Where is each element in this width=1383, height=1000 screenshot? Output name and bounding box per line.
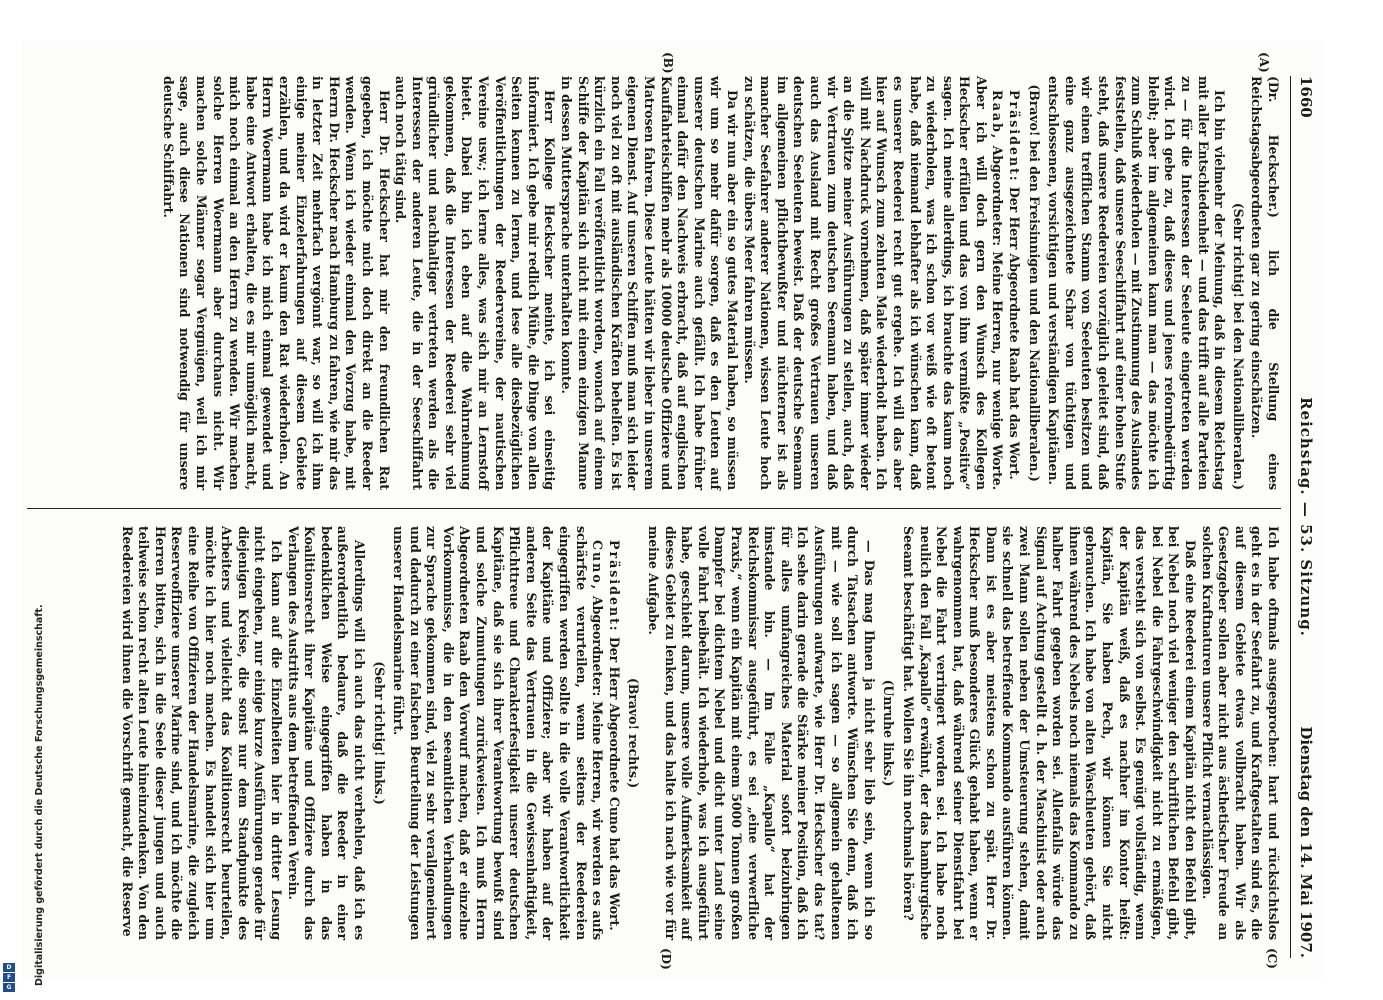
left-paragraph-6: Herr Kollege Heckscher meinte, ich sei einseitig informiert. Ich gebe mir redlich Mühe, die Dinge von allen Seiten kennen zu lernen, und lese alle diesbezüglichen Veröffentlichungen der Reedervereine, der nautischen Vereine usw.; ich lerne alles, was sich mir an Lernstoff bietet. Dabei bin ich eben auf die Wahrnehmung gekommen, daß die Interessen der Reederei sehr viel gründlicher und nachhaltiger vertreten werden als die Interessen der anderen Leute, die in der Seeschiffahrt auch noch tätig sind. bbox=[393, 76, 558, 490]
right-reaction-2: (Bravo! rechts.) bbox=[626, 677, 642, 789]
right-paragraph-4 bbox=[605, 526, 622, 940]
right-paragraph-2: Daß eine Reederei einem Kapitän nicht den Befehl gibt, bei Nebel noch viel weniger den schriftlichen Befehl gibt, bei Nebel die Fahrgeschwindigkeit nicht zu ermäßigen, das versteht sich von selbst. Es genügt vollständig, wenn der Kapitän weiß, daß es nachher im Kontor heißt: Kapitän, Sie haben Pech, wir können Sie nicht gebrauchen. Ich habe von alten Waschleuten gehört, daß ihnen während des Nebels noch niemals das Kommando zu halber Fahrt gegeben worden sei. Allenfalls würde das Signal auf Achtung gestellt d. h. der Maschinist oder auch zwei Mann sollen neben der Umsteuerung stehen, damit sie schnell das betreffende Kommando ausführen können. Dann ist es aber meistens schon zu spät. Herr Dr. Heckscher muß besonderes Glück gehabt haben, wenn er wahrgenommen hat, daß während seiner Dienstfahrt bei Nebel die Fahrt verringert worden sei. Ich habe noch neulich den Fall „Kapallo“ erwähnt, der das hamburgische Seeamt beschäftigt hat. Wollen Sie ihn nochmals hören? bbox=[900, 526, 1199, 940]
page-header bbox=[1293, 76, 1315, 958]
speaker-president-2: Präsident: bbox=[606, 540, 622, 633]
left-paragraph-1: (Dr. Heckscher.) lich die Stellung eines Reichstagsabgeordneten gar zu gering einschätzen. bbox=[1249, 76, 1281, 490]
left-paragraph-3 bbox=[1006, 76, 1023, 490]
right-paragraph-5-text: Abgeordneter: Meine Herren, wir werden es aufs schärfste verurteilen, wenn seitens der Reedereien eingegriffen werden sollte in die volle Verantwortlichkeit der Kapitäne und Offiziere; aber wir haben auf der anderen Seite das Vertrauen in die Gewissenhaftigkeit, Pflichttreue und Charakterfestigkeit unserer deutschen Kapitäne, daß sie sich ihrer Verantwortung bewußt sind und solche Zumutungen zurückweisen. Ich muß Herrn Abgeordneten Raab den Vorwurf machen, daß er einzelne Vorkommnisse, die in den seeamtlichen Verhandlungen zur Sprache gekommen sind, viel zu sehr verallgemeinert und dadurch zu einer falschen Beurteilung der Leistungen unserer Handelsmarine führt. bbox=[391, 526, 606, 940]
header-rule bbox=[1290, 76, 1291, 958]
dfg-logo-letter-d: D bbox=[3, 963, 15, 972]
left-paragraph-3-text: Der Herr Abgeordnete Raab hat das Wort. bbox=[1007, 186, 1023, 480]
page-number: 1660 bbox=[1297, 76, 1315, 118]
digitization-note-text: Digitalisierung gefördert durch die Deutsche Forschungsgemeinschaft. bbox=[34, 604, 45, 986]
speaker-president: Präsident: bbox=[1007, 90, 1023, 183]
left-paragraph-2: Ich bin vielmehr der Meinung, daß in diesem Reichstag mit aller Entschiedenheit — und das trifft auf alle Parteien zu — für die Interessen der Seeleute eingetreten werden wird. Ich gebe zu, daß dieses und jenes reformbedürftig bleibt; aber im allgemeinen kann man — das möchte ich zum Schluß wiederholen — mit Zustimmung des Auslandes feststellen, daß unsere Seeschiffahrt auf einer hohen Stufe steht, daß unsere Reedereien vorzüglich geleitet sind, daß wir einen trefflichen Stamm von Seeleuten besitzen und eine ganz ausgezeichnete Schar von tüchtigen und entschlossenen, vorsichtigen und verständigen Kapitänen. bbox=[1046, 76, 1228, 490]
speaker-cuno: Cuno, bbox=[590, 540, 606, 592]
page-title: Reichstag. — 53. Sitzung. bbox=[1297, 397, 1315, 637]
dfg-logo-letter-g: G bbox=[3, 983, 15, 992]
right-paragraph-7: Ich kann auf die Einzelheiten hier in dritter Lesung nicht eingehen, nur einige kurze Ausführungen gerade für diejenigen Kreise, die sonst nur dem Standpunkte des Arbeiters und vielleicht das Koalitionsrecht beurteilen, möchte ich hier noch machen. Es handelt sich hier um eine Reihe von Offizieren der Handelsmarine, die zugleich Reserveoffiziere unserer Marine sind, und ich möchte die Herren bitten, sich in die Seele dieser jungen und auch teilweise schon recht alten Leute hineinzudenken. Von den Reedereien wird ihnen die Vorschrift gemacht, die Reserve bbox=[119, 526, 284, 940]
right-paragraph-1: Ich habe oftmals ausgesprochen: hart und rücksichtslos geht es in der Seefahrt zu, und Kraftgestalten sind es, die auf diesem Gebiete etwas vollbracht haben. Wir als Gesetzgeber sollen aber nicht aus ästhetischer Freude an solchen Kraftnaturen unsere Pflicht vernachlässigen. bbox=[1199, 526, 1281, 940]
dfg-logo-icon bbox=[2, 962, 16, 992]
right-reaction-1: (Unruhe links.) bbox=[881, 679, 897, 787]
right-paragraph-5 bbox=[390, 526, 606, 940]
left-paragraph-5: Da wir nun aber ein so gutes Material haben, so müssen wir um so mehr dafür sorgen, daß es den Leuten auf unserer deutschen Marine auch gefällt. Ich habe früher einmal dafür den Nachweis erbracht, daß auf englischen Kauffahrteischiffen mehr als 10000 deutsche Offiziere und Matrosen fahren. Diese Leute hätten wir lieber in unserem eigenen Dienst. Auf unseren Schiffen muß man sich leider noch viel zu oft mit ausländischen Kräften behelfen. Es ist kürzlich ein Fall veröffentlicht worden, wonach auf einem Schiffe der Kapitän sich nicht mit einem einzigen Manne in dessen Muttersprache unterhalten konnte. bbox=[559, 76, 740, 490]
speaker-raab: Raab, bbox=[990, 90, 1006, 141]
margin-letter-c: (C) bbox=[1265, 948, 1279, 969]
left-paragraph-7: Herr Dr. Heckscher hat mir den freundlichen Rat gegeben, ich möchte mich doch direkt an die Reeder wenden. Wenn ich wieder einmal den Vorzug habe, mit Herrn Dr. Heckscher nach Hamburg zu fahren, wie mir das in letzter Zeit mehrfach vergönnt war, so will ich ihm einige meiner Einzelerfahrungen auf diesem Gebiete erzählen, und da wird er kaum den Rat wiederholen. An Herrn Woermann habe ich mich einmal gewendet und habe eine Antwort erhalten, die es mir unmöglich macht, mich noch einmal an den Herrn zu wenden. Wir machen solche Herren Woermann aber durchaus nicht. Wir machen solche Männer sogar Vergnügen, weil ich mir sage, auch diese Nationen sind notwendig für unsere deutsche Schiffahrt. bbox=[160, 76, 392, 490]
right-column bbox=[27, 526, 1281, 940]
margin-letter-d: (D) bbox=[659, 948, 673, 970]
dfg-logo-letter-f: F bbox=[3, 973, 15, 982]
right-reaction-3: (Sehr richtig! links.) bbox=[371, 661, 387, 805]
column-divider bbox=[27, 508, 1281, 509]
right-paragraph-6: Allerdings will ich auch das nicht verhehlen, daß ich es außerordentlich bedaure, daß die Reeder in einer bedenklichen Weise eingegriffen haben in das Koalitionsrecht ihrer Kapitäne und Offiziere durch das Verlangen des Austritts aus dem betreffenden Verein. bbox=[285, 526, 367, 940]
left-column bbox=[27, 76, 1281, 490]
right-paragraph-4-text: Der Herr Abgeordnete Cuno hat das Wort. bbox=[606, 636, 622, 931]
digitization-note bbox=[22, 40, 45, 1000]
left-paragraph-4 bbox=[740, 76, 1006, 490]
document-page bbox=[21, 40, 1321, 980]
margin-letter-b: (B) bbox=[661, 52, 675, 74]
right-paragraph-3: — Das mag Ihnen ja nicht sehr lieb sein, wenn ich so durch Tatsachen antworte. Wünschen Sie denn, daß ich mit — wie soll ich sagen — so allgemein gehaltenen Ausführungen aufwarte, wie Herr Dr. Heckscher das tat? Ich sehe darin gerade die Stärke meiner Position, daß ich für alles umfangreiches Material sofort beizubringen imstande bin. — Im Falle „Kapallo“ hat der Reichskommissar ausgeführt, es sei „eine verwerfliche Praxis,“ wenn ein Kapitän mit einem 5000 Tonnen großen Dampfer bei dichtem Nebel und dicht unter Land seine volle Fahrt beibehält. Ich wiederhole, was ich ausgeführt habe, geschieht darum, unsere volle Aufmerksamkeit auf dieses Gebiet zu lenken, und das halte ich nach wie vor für meine Aufgabe. bbox=[646, 526, 877, 940]
left-reaction-1: (Sehr richtig! bei den Nationalliberalen.) bbox=[1230, 202, 1246, 490]
margin-letter-a: (A) bbox=[1257, 52, 1271, 73]
left-reaction-2: (Bravo! bei den Freisinnigen und den Nationalliberalen.) bbox=[1026, 84, 1042, 482]
left-paragraph-4-text: Abgeordneter: Meine Herren, nur wenige Worte. Aber ich will doch gern den Wunsch des Kollegen Heckscher erfüllen und das von ihm vermißte „Positive“ sagen. Ich meine allerdings, ich brauchte das kaum noch zu wiederholen, was ich schon vor weiß wie oft betont habe, daß niemand lebhafter als ich wünschen kann, daß es unserer Reederei recht gut ergehe. Ich will das aber hier auf Wunsch zum zehnten Male wiederholt haben. Ich will mit Nachdruck vornehmen, daß später immer wieder an die Spitze meiner Ausführungen zu stellen, auch, daß wir Vertrauen zum deutschen Seemann haben, und daß auch das Ausland mit Recht großes Vertrauen unseren deutschen Seeleuten beweist. Daß der deutsche Seemann im allgemeinen pflichtbewußter und nüchterner ist als mancher Seefahrer anderer Nationen, wissen Leute hoch zu schätzen, die übers Meer fahren müssen. bbox=[741, 76, 1006, 490]
page-date: Dienstag den 14. Mai 1907. bbox=[1297, 726, 1315, 958]
